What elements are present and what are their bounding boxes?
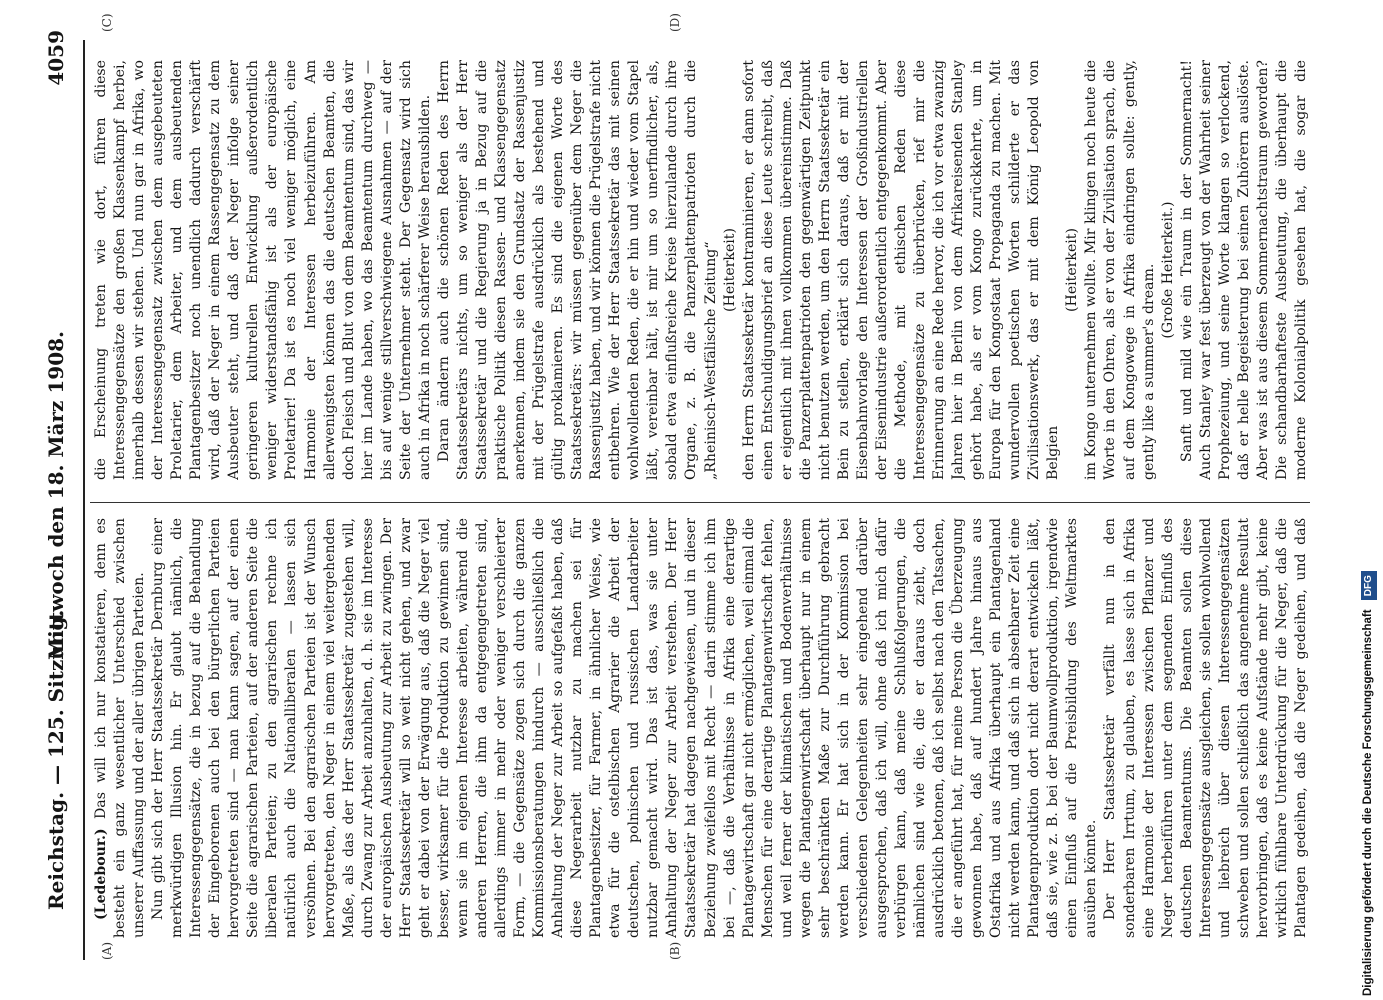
paragraph	[92, 518, 149, 938]
margin-mark-d: (D)	[668, 13, 682, 32]
header-date: Mittwoch den 18. März 1908.	[44, 330, 68, 660]
paragraph	[721, 60, 740, 480]
dfg-logo: DFG	[1361, 571, 1377, 600]
margin-mark-b: (B)	[668, 941, 682, 960]
left-column	[92, 518, 1312, 938]
speaker-name: (Ledebour.)	[93, 828, 109, 920]
paragraph	[1101, 518, 1312, 938]
page-header	[14, 30, 84, 970]
digitization-credit	[1355, 0, 1383, 1000]
margin-mark-c: (C)	[100, 13, 114, 32]
right-column	[92, 60, 1312, 480]
paragraph-text: (Heiterkeit)	[1064, 228, 1081, 312]
paragraph-text: die Erscheinung treten wie dort, führen diese Interessengegensätze den großen Klassenkampf herbei, innerhalb dessen wir stehen. Und nun gar in Afrika, wo der Interessengegensatz zwischen dem ausgebeuteten Proletarier, dem Arbeiter, und dem ausbeutenden Plantagenbesitzer noch unendlich dadurch verschärft wird, daß der Neger in einem Rassengegensatz zu dem Ausbeuter steht, und daß der Neger infolge seiner geringeren kulturellen Entwicklung außerordentlich weniger widerstandsfähig ist als der europäische Proletarier! Da ist es noch viel weniger möglich, eine Harmonie der Interessen herbeizuführen. Am allerwenigsten können das die deutschen Beamten, die doch Fleisch und Blut von dem Beamtentum sind, das wir hier im Lande haben, wo das Beamtentum durchweg — bis auf wenige stillverschwiegene Ausnahmen — auf der Seite der Unternehmer steht. Der Gegensatz wird sich auch in Afrika in noch schärferer Weise herausbilden.	[93, 60, 433, 480]
paragraph	[740, 60, 1064, 480]
paragraph	[149, 518, 1101, 938]
paragraph-text: Nun gibt sich der Herr Staatssekretär Dernburg einer merkwürdigen Illusion hin. Er glaubt nämlich, die Interessengegensätze, die in bezug auf die Behandlung der Eingeborenen auch bei den bürgerlichen Parteien hervorgetreten sind — man kann sagen, auf der einen Seite die agrarischen Parteien, auf der anderen Seite die liberalen Parteien; zu den agrarischen rechne ich natürlich auch die Nationalliberalen — lassen sich versöhnen. Bei den agrarischen Parteien ist der Wunsch hervorgetreten, den Neger in einem viel weitergehenden Maße, als das der Herr Staatssekretär zugestehen will, durch Zwang zur Arbeit anzuhalten, d. h. sie im Interesse der europäischen Ausbeutung zur Arbeit zu zwingen. Der Herr Staatssekretär will so weit nicht gehen, und zwar geht er dabei von der Erwägung aus, daß die Neger viel besser, wirksamer für die Produktion zu gewinnen sind, wenn sie im eigenen Interesse arbeiten, während die anderen Herren, die ihm da entgegengetreten sind, allerdings immer in mehr oder weniger verschleierter Form, — die Gegensätze zogen sich durch die ganzen Kommissionsberatungen hindurch — ausschließlich die Anhaltung der Neger zur Arbeit so aufgefaßt haben, daß diese Negerarbeit nutzbar zu machen sei für Plantagenbesitzer, für Farmer, in ähnlicher Weise, wie etwa für die ostelbischen Agrarier die Arbeit der deutschen, polnischen und russischen Landarbeiter nutzbar gemacht wird. Das ist das, was sie unter Anhaltung der Neger zur Arbeit verstehen. Der Herr Staatssekretär hat dagegen nachgewiesen, und in dieser Beziehung zweifellos mit Recht — darin stimme ich ihm bei —, daß die Verhältnisse in Afrika eine derartige Plantagewirtschaft gar nicht ermöglichen, weil einmal die Menschen für eine derartige Plantagenwirtschaft fehlen, und weil ferner der klimatischen und Bodenverhältnisse wegen die Plantagenwirtschaft überhaupt nur in einem sehr beschränkten Maße zur Durchführung gebracht werden kann. Er hat sich in der Kommission bei verschiedenen Gelegenheiten sehr eingehend darüber ausgesprochen, daß ich will, ohne daß ich mich dafür verbürgen kann, daß meine Schlußfolgerungen, die nämlichen sind wie die, die er daraus zieht, doch ausdrücklich betonen, daß ich selbst nach den Tatsachen, die er angeführt hat, für meine Person die Überzeugung gewonnen habe, daß auf hundert Jahre hinaus aus Ostafrika und aus Afrika überhaupt ein Plantagenland nicht werden kann, und daß sich in absehbarer Zeit eine Plantagenproduktion dort nicht derart entwickeln läßt, daß sie, wie z. B. bei der Baumwollproduktion, irgendwie einen Einfluß auf die Preisbildung des Weltmarktes ausüben könnte.	[150, 518, 1100, 938]
paragraph	[1082, 60, 1158, 480]
credit-text: Digitalisierung gefördert durch die Deutsche Forschungsgemeinschaft	[1362, 609, 1374, 996]
paragraph	[1159, 60, 1178, 480]
page-number: 4059	[44, 30, 68, 86]
paragraph-text: den Herrn Staatssekretär kontraminieren, er dann sofort einen Entschuldigungsbrief an diese Leute schreibt, daß er eigentlich mit ihnen vollkommen übereinstimme. Daß die Panzerplattenpatrioten den gegenwärtigen Zeitpunkt nicht benutzen werden, um den Herrn Staatssekretär ein Bein zu stellen, erklärt sich daraus, daß er mit der Eisenbahnvorlage den Interessen der Großindustriellen der Eisenindustrie außerordentlich entgegenkommt. Aber die Methode, mit ethischen Reden diese Interessengegensätze zu überbrücken, rief mir die Erinnerung an eine Rede hervor, die ich vor etwa zwanzig Jahren hier in Berlin von dem Afrikareisenden Stanley gehört habe, als er vom Kongo zurückkehrte, um in Europa für den Kongostaat Propaganda zu machen. Mit wundervollen poetischen Worten schilderte er das Zivilisationswerk, das er mit dem König Leopold von Belgien	[740, 60, 1062, 480]
paragraph-text: (Große Heiterkeit.)	[1159, 201, 1176, 339]
paragraph-text: Der Herr Staatssekretär verfällt nun in den sonderbaren Irrtum, zu glauben, es lasse sich in Afrika eine Harmonie der Interessen zwischen Pflanzer und Neger herbeiführen unter dem segnenden Einfluß des deutschen Beamtentums. Die Beamten sollen diese Interessengegensätze ausgleichen, sie sollen wohlwollend und liebreich über diesen Interessengegensätzen schweben und sollen schließlich das angenehme Resultat hervorbringen, daß es keine Aufstände mehr gibt, keine wirklich fühlbare Unterdrückung für die Neger, daß die Plantagen gedeihen, daß die Neger gedeihen, und daß	[1102, 518, 1309, 938]
header-left: Reichstag. — 125. Sitzung.	[44, 609, 68, 910]
paragraph-text: Sanft und mild wie ein Traum in der Sommernacht! Auch Stanley war fest überzeugt von der Wahrheit seiner Prophezeiung, und seine Worte klangen so verlockend, daß er helle Begeisterung bei seinen Zuhörern auslöste. Aber was ist aus diesem Sommernachtstraum geworden? Die schandbarhafteste Ausbeutung, die überhaupt die moderne Kolonialpolitik gesehen hat, die sogar die	[1178, 60, 1309, 480]
column-divider	[90, 502, 1310, 503]
paragraph	[1063, 60, 1082, 480]
paragraph-text: Daran ändern auch die schönen Reden des Herrn Staatssekretärs nichts, um so weniger als der Herr Staatssekretär und die Regierung ja in Bezug auf die praktische Politik diesen Rassen- und Klassengegensatz anerkennen, indem sie den Grundsatz der Rassenjustiz mit der Prügelstrafe ausdrücklich als bestehend und gültig proklamieren. Es sind die eigenen Worte des Staatssekretärs: wir müssen gegenüber dem Neger die Rassenjustiz haben, und wir können die Prügelstrafe nicht entbehren. Wie der Herr Staatssekretär das mit seinen wohlwollenden Reden, die er hin und wieder vom Stapel läßt, vereinbar hält, ist mir um so unerfindlicher, als, sobald etwa einflußreiche Kreise hierzulande durch ihre Organe, z. B. die Panzerplattenpatrioten durch die „Rheinisch-Westfälische Zeitung“	[435, 60, 719, 480]
paragraph	[435, 60, 721, 480]
paragraph	[92, 60, 435, 480]
header-rule	[83, 40, 85, 960]
paragraph	[1178, 60, 1312, 480]
paragraph-text: im Kongo unternehmen wollte. Mir klingen noch heute die Worte in den Ohren, als er von der Zivilisation sprach, die auf dem Kongowege in Afrika eindringen sollte: gently, gently like a summer's dream.	[1083, 60, 1157, 480]
paragraph-text: (Heiterkeit)	[721, 228, 738, 312]
margin-mark-a: (A)	[100, 941, 114, 960]
paragraph-text: Das will ich nur konstatieren, denn es besteht ein ganz wesentlicher Unterschied zwischen unserer Auffassung und der aller übrigen Parteien.	[93, 518, 148, 938]
